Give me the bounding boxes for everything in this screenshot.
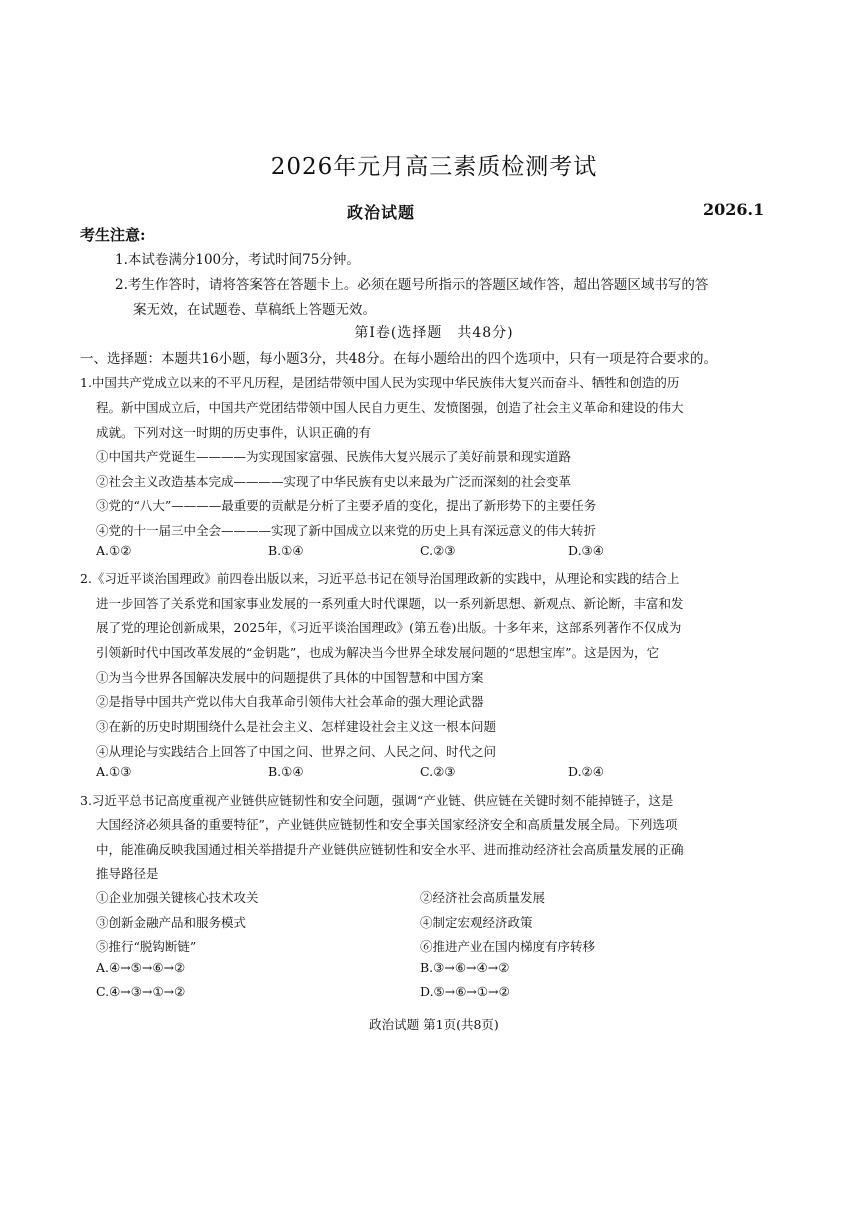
q3-stem-line: 推导路径是 (96, 866, 159, 881)
exam-title: 2026年元月高三素质检测考试 (270, 154, 598, 180)
q3-stem: 3.习近平总书记高度重视产业链供应链韧性和安全问题，强调“产业链、供应链在关键时刻不能掉链子，这是 (80, 793, 674, 808)
q1-statement-4: ④党的十一届三中全会————实现了新中国成立以来党的历史上具有深远意义的伟大转折 (96, 523, 597, 538)
q2-choice-a: A.①③ (96, 764, 132, 779)
notice-item-2-cont: 案无效，在试题卷、草稿纸上答题无效。 (133, 302, 376, 318)
q1-stem: 1.中国共产党成立以来的不平凡历程，是团结带领中国人民为实现中华民族伟大复兴而奋斗、牺牲和创造的历 (80, 375, 680, 390)
q3-choice-b: B.③→⑥→④→② (420, 960, 510, 975)
q2-statement-2: ②是指导中国共产党以伟大自我革命引领伟大社会革命的强大理论武器 (96, 694, 484, 709)
q3-statement-6: ⑥推进产业在国内梯度有序转移 (420, 939, 596, 954)
q3-stem-line: 大国经济必须具备的重要特征”，产业链供应链韧性和安全事关国家经济安全和高质量发展全局。下列选项 (96, 817, 678, 832)
q2-statement-1: ①为当今世界各国解决发展中的问题提供了具体的中国智慧和中国方案 (96, 670, 484, 685)
q3-choice-d: D.⑤→⑥→①→② (420, 984, 510, 999)
q3-choice-a: A.④→⑤→⑥→② (96, 960, 186, 975)
q2-choice-d: D.②④ (568, 764, 604, 779)
q2-stem-line: 进一步回答了关系党和国家事业发展的一系列重大时代课题，以一系列新思想、新观点、新论断，丰富和发 (96, 596, 684, 611)
subject-title: 政治试题 (347, 203, 416, 222)
q1-statement-2: ②社会主义改造基本完成————实现了中华民族有史以来最为广泛而深刻的社会变革 (96, 474, 572, 489)
exam-date: 2026.1 (703, 200, 765, 219)
q2-statement-4: ④从理论与实践结合上回答了中国之问、世界之问、人民之问、时代之问 (96, 744, 497, 759)
q2-statement-3: ③在新的历史时期围绕什么是社会主义、怎样建设社会主义这一根本问题 (96, 719, 497, 734)
notice-heading: 考生注意: (80, 226, 146, 244)
q3-statement-3: ③创新金融产品和服务模式 (96, 915, 247, 930)
q1-choice-a: A.①② (96, 543, 132, 558)
notice-item-1: 1.本试卷满分100分，考试时间75分钟。 (115, 252, 360, 268)
section-title: 第Ⅰ卷(选择题 共48分) (354, 325, 514, 341)
q3-statement-1: ①企业加强关键核心技术攻关 (96, 890, 259, 905)
q3-choice-c: C.④→③→①→② (96, 984, 186, 999)
q3-stem-line: 中，能准确反映我国通过相关举措提升产业链供应链韧性和安全水平、进而推动经济社会高质量发展的正确 (96, 842, 684, 857)
q2-choice-b: B.①④ (268, 764, 304, 779)
q1-stem-line: 成就。下列对这一时期的历史事件，认识正确的有 (96, 425, 372, 440)
q2-stem-line: 展了党的理论创新成果，2025年，《习近平谈治国理政》(第五卷)出版。十多年来，这部系列著作不仅成为 (96, 620, 682, 635)
q1-choice-c: C.②③ (420, 543, 456, 558)
q1-statement-1: ①中国共产党诞生————为实现国家富强、民族伟大复兴展示了美好前景和现实道路 (96, 449, 572, 464)
q3-statement-4: ④制定宏观经济政策 (420, 915, 533, 930)
notice-item-2: 2.考生作答时，请将答案答在答题卡上。必须在题号所指示的答题区域作答，超出答题区域书写的答 (115, 277, 709, 293)
q3-statement-2: ②经济社会高质量发展 (420, 890, 546, 905)
q1-choice-b: B.①④ (268, 543, 304, 558)
q1-choice-d: D.③④ (568, 543, 604, 558)
q2-stem: 2.《习近平谈治国理政》前四卷出版以来，习近平总书记在领导治国理政新的实践中，从理论和实践的结合上 (80, 571, 680, 586)
section-instruction: 一、选择题：本题共16小题，每小题3分，共48分。在每小题给出的四个选项中，只有一项是符合要求的。 (80, 351, 717, 367)
q2-stem-line: 引领新时代中国改革发展的“金钥匙”，也成为解决当今世界全球发展问题的“思想宝库”。这是因为，它 (96, 645, 660, 660)
q2-choice-c: C.②③ (420, 764, 456, 779)
q1-statement-3: ③党的“八大”————最重要的贡献是分析了主要矛盾的变化，提出了新形势下的主要任务 (96, 498, 597, 513)
q1-stem-line: 程。新中国成立后，中国共产党团结带领中国人民自力更生、发愤图强，创造了社会主义革命和建设的伟大 (96, 400, 684, 415)
page-footer: 政治试题 第1页(共8页) (369, 1017, 499, 1032)
q3-statement-5: ⑤推行“脱钩断链” (96, 939, 197, 954)
